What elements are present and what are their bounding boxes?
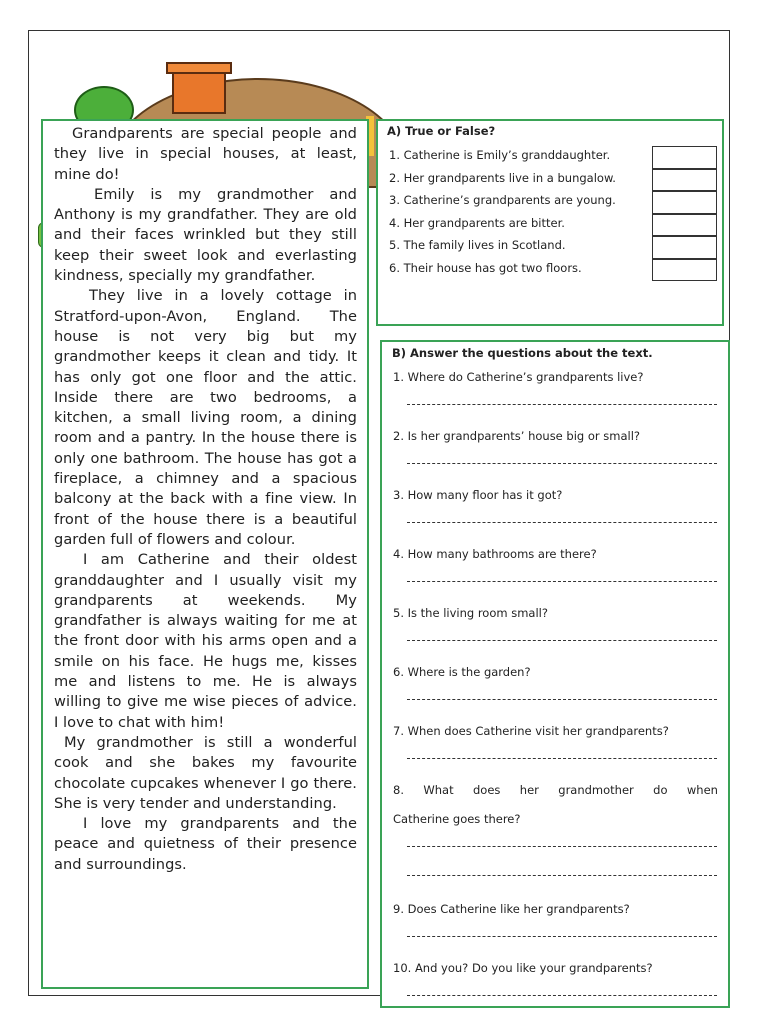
question-8-word: when <box>686 783 718 797</box>
answer-line-9[interactable] <box>407 936 717 937</box>
answer-box-2[interactable] <box>652 169 717 192</box>
answer-box-3[interactable] <box>652 191 717 214</box>
reading-passage-box <box>41 119 369 989</box>
paragraph-6: I love my grandparents and the peace and quietness of their presence and surroundings. <box>54 815 357 873</box>
question-9: 9. Does Catherine like her grandparents? <box>393 902 630 916</box>
question-8-word: does <box>472 783 501 797</box>
true-false-item-5: 5. The family lives in Scotland. <box>389 238 566 252</box>
questions-title: B) Answer the questions about the text. <box>392 346 653 360</box>
paragraph-3: They live in a lovely cottage in Stratford-upon-Avon, England. The house is not very big but my grandmother keeps it clean and tidy. It has only got one floor and the attic. Inside there are two bedrooms, a kitchen, a small living room, a dining room and a pantry. In the house there is only one bathroom. The house has got a fireplace, a chimney and a spacious balcony at the back with a fine view. In front of the house there is a beautiful garden full of flowers and colour. <box>54 287 357 548</box>
question-10: 10. And you? Do you like your grandparents? <box>393 961 653 975</box>
question-1: 1. Where do Catherine’s grandparents live? <box>393 370 644 384</box>
answer-line-10[interactable] <box>407 995 717 996</box>
question-8-word: her <box>519 783 539 797</box>
question-7: 7. When does Catherine visit her grandparents? <box>393 724 669 738</box>
answer-line-7[interactable] <box>407 758 717 759</box>
true-false-item-6: 6. Their house has got two floors. <box>389 260 582 275</box>
answer-box-6[interactable] <box>652 259 717 282</box>
answer-box-4[interactable] <box>652 214 717 237</box>
paragraph-1: Grandparents are special people and they live in special houses, at least, mine do! <box>54 125 357 183</box>
answer-line-6[interactable] <box>407 699 717 700</box>
question-8-line-1 <box>393 783 718 797</box>
answer-line-5[interactable] <box>407 640 717 641</box>
question-5: 5. Is the living room small? <box>393 606 548 620</box>
answer-box-1[interactable] <box>652 146 717 169</box>
true-false-item-1: 1. Catherine is Emily’s granddaughter. <box>389 148 611 162</box>
true-false-item-4: 4. Her grandparents are bitter. <box>389 215 565 230</box>
answer-line-2[interactable] <box>407 463 717 464</box>
true-false-item-2: 2. Her grandparents live in a bungalow. <box>389 170 616 185</box>
chimney-top-illustration <box>166 62 232 74</box>
true-false-section <box>376 119 724 326</box>
question-8-word: grandmother <box>558 783 634 797</box>
question-8-word: do <box>653 783 668 797</box>
answer-line-4[interactable] <box>407 581 717 582</box>
answer-box-5[interactable] <box>652 236 717 259</box>
question-8-word: What <box>423 783 454 797</box>
answer-line-3[interactable] <box>407 522 717 523</box>
question-4: 4. How many bathrooms are there? <box>393 547 597 561</box>
question-2: 2. Is her grandparents’ house big or small? <box>393 429 641 443</box>
question-8-line-2: Catherine goes there? <box>393 812 521 826</box>
true-false-title: A) True or False? <box>387 124 496 138</box>
answer-line-8b[interactable] <box>407 875 717 876</box>
question-3: 3. How many floor has it got? <box>393 488 563 502</box>
questions-section <box>380 340 730 1008</box>
answer-line-1[interactable] <box>407 404 717 405</box>
paragraph-4: I am Catherine and their oldest granddaughter and I usually visit my grandparents at weekends. My grandfather is always waiting for me at the front door with his arms open and a smile on his face. He hugs me, kisses me and listens to me. He is always willing to give me wise pieces of advice. I love to chat with him! <box>54 551 357 731</box>
paragraph-2: Emily is my grandmother and Anthony is my grandfather. They are old and their faces wrinkled but they still keep their sweet look and everlasting kindness, specially my grandfather. <box>54 185 357 285</box>
true-false-item-3: 3. Catherine’s grandparents are young. <box>389 193 616 207</box>
question-8-word: 8. <box>393 783 404 797</box>
question-6: 6. Where is the garden? <box>393 665 531 679</box>
paragraph-5: My grandmother is still a wonderful cook and she bakes my favourite chocolate cupcakes whenever I go there. She is very tender and understanding. <box>54 733 357 812</box>
answer-line-8a[interactable] <box>407 846 717 847</box>
